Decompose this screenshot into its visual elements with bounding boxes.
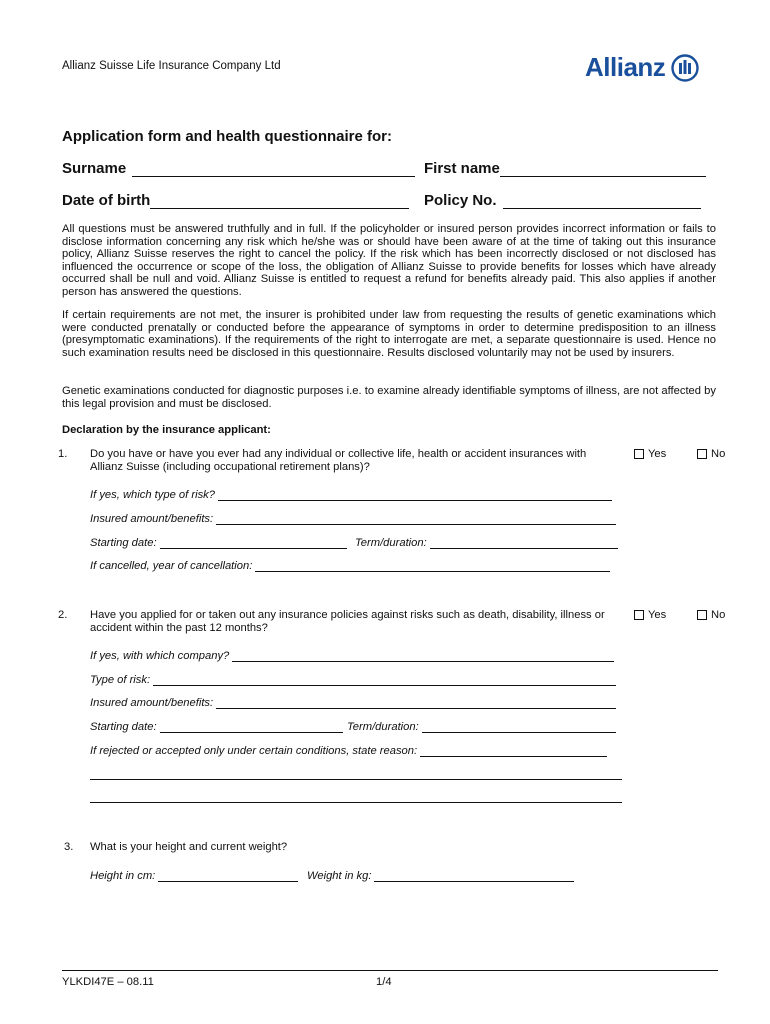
surname-field[interactable] xyxy=(62,160,415,177)
q3-weight-label: Weight in kg: xyxy=(307,870,372,882)
q1-term-label: Term/duration: xyxy=(355,537,427,549)
q2-number: 2. xyxy=(58,609,68,621)
q2-yes-checkbox[interactable] xyxy=(634,610,644,620)
q1-no-checkbox[interactable] xyxy=(697,449,707,459)
q2-text: Have you applied for or taken out any insurance policies against risks such as death, disability, illness or accident within the past 12 months? xyxy=(90,609,605,634)
first-name-field[interactable] xyxy=(424,160,706,177)
policy-line[interactable] xyxy=(503,194,701,209)
q2-starting-date-label: Starting date: xyxy=(90,721,157,733)
q2-no-option[interactable] xyxy=(697,609,725,621)
q2-risk-type-label: Type of risk: xyxy=(90,674,151,686)
q2-no-label: No xyxy=(711,609,726,621)
q1-yes-label: Yes xyxy=(648,448,667,460)
dob-field[interactable] xyxy=(62,192,409,209)
q1-no-option[interactable] xyxy=(697,448,725,460)
q2-rejected-field[interactable] xyxy=(90,745,607,757)
q2-term-field[interactable] xyxy=(347,721,616,733)
q3-height-label: Height in cm: xyxy=(90,870,156,882)
form-title: Application form and health questionnaire for: xyxy=(62,128,393,145)
q1-no-label: No xyxy=(711,448,726,460)
q1-risk-type-field[interactable] xyxy=(90,489,612,501)
intro-paragraph-1: All questions must be answered truthfully and in full. If the policyholder or insured person provides incorrect information or fails to disclose information concerning any risk which he/she was or should have been aware of at the time of taking out this insurance policy, Allianz Suisse reserves the right to cancel the policy. If the risk which has been incorrectly disclosed or not disclosed has influenced the occurrence or scope of the loss, the obligation of Allianz Suisse to provide benefits for losses which have already occurred shall be null and void. Allianz Suisse is entitled to request a refund for benefits already paid. This also applies if another person has answered the questions. xyxy=(62,223,716,298)
q3-height-line[interactable] xyxy=(158,870,298,882)
q1-term-field[interactable] xyxy=(355,537,618,549)
declaration-heading: Declaration by the insurance applicant: xyxy=(62,424,271,436)
page-number: 1/4 xyxy=(376,976,392,988)
company-name: Allianz Suisse Life Insurance Company Ltd xyxy=(62,60,281,72)
q3-height-field[interactable] xyxy=(90,870,298,882)
q2-company-line[interactable] xyxy=(232,650,614,662)
dob-line[interactable] xyxy=(150,194,409,209)
q2-no-checkbox[interactable] xyxy=(697,610,707,620)
q1-insured-amount-label: Insured amount/benefits: xyxy=(90,513,214,525)
q2-insured-amount-field[interactable] xyxy=(90,697,616,709)
q2-risk-type-line[interactable] xyxy=(153,674,616,686)
q3-weight-line[interactable] xyxy=(374,870,574,882)
intro-paragraph-2: If certain requirements are not met, the insurer is prohibited under law from requesting the results of genetic examinations which were conducted prenatally or conducted before the appearance of symptoms in order to determine predisposition to an illness (presymptomatic examinations). If the requirements of the right to interrogate are met, a separate questionnaire is used. Hence no such examination results need be disclosed in this questionnaire. Results disclosed voluntarily may not be used by insurers. xyxy=(62,309,716,359)
q1-insured-amount-field[interactable] xyxy=(90,513,616,525)
q1-insured-amount-line[interactable] xyxy=(216,513,616,525)
q1-cancelled-line[interactable] xyxy=(255,560,610,572)
q1-text: Do you have or have you ever had any individual or collective life, health or accident insurances with Allianz Suisse (including occupational retirement plans)? xyxy=(90,448,587,473)
logo-wordmark: Allianz xyxy=(585,52,666,82)
dob-label: Date of birth xyxy=(62,192,151,209)
policy-label: Policy No. xyxy=(424,192,497,209)
q3-number: 3. xyxy=(64,841,74,853)
q2-extra-line-1[interactable] xyxy=(90,779,622,780)
intro-paragraph-3: Genetic examinations conducted for diagnostic purposes i.e. to examine already identifiable symptoms of illness, are not affected by this legal provision and must be disclosed. xyxy=(62,385,716,410)
q1-yes-option[interactable] xyxy=(634,448,666,460)
q2-starting-date-line[interactable] xyxy=(160,721,343,733)
q3-weight-field[interactable] xyxy=(307,870,574,882)
q1-starting-date-label: Starting date: xyxy=(90,537,157,549)
surname-line[interactable] xyxy=(132,162,415,177)
q1-starting-date-field[interactable] xyxy=(90,537,347,549)
first-name-line[interactable] xyxy=(500,162,706,177)
q2-insured-amount-label: Insured amount/benefits: xyxy=(90,697,214,709)
q2-starting-date-field[interactable] xyxy=(90,721,343,733)
q2-risk-type-field[interactable] xyxy=(90,674,616,686)
first-name-label: First name xyxy=(424,160,500,177)
surname-label: Surname xyxy=(62,160,127,177)
footer-divider xyxy=(62,970,718,971)
q1-cancelled-field[interactable] xyxy=(90,560,610,572)
q2-yes-option[interactable] xyxy=(634,609,666,621)
q3-text: What is your height and current weight? xyxy=(90,841,288,853)
q1-risk-type-line[interactable] xyxy=(218,489,612,501)
q1-term-line[interactable] xyxy=(430,537,618,549)
allianz-logo xyxy=(585,52,699,83)
policy-field[interactable] xyxy=(424,192,701,209)
q1-yes-checkbox[interactable] xyxy=(634,449,644,459)
q2-term-label: Term/duration: xyxy=(347,721,419,733)
q2-insured-amount-line[interactable] xyxy=(216,697,616,709)
q2-company-field[interactable] xyxy=(90,650,614,662)
form-code: YLKDI47E – 08.11 xyxy=(62,976,154,988)
q1-starting-date-line[interactable] xyxy=(160,537,347,549)
q1-number: 1. xyxy=(58,448,68,460)
q1-risk-type-label: If yes, which type of risk? xyxy=(90,489,215,501)
q2-company-label: If yes, with which company? xyxy=(90,650,230,662)
allianz-eagle-icon xyxy=(671,54,699,82)
q2-term-line[interactable] xyxy=(422,721,616,733)
q2-extra-line-2[interactable] xyxy=(90,802,622,803)
q2-rejected-line[interactable] xyxy=(420,745,607,757)
q2-rejected-label: If rejected or accepted only under certain conditions, state reason: xyxy=(90,745,418,757)
q2-yes-label: Yes xyxy=(648,609,667,621)
q1-cancelled-label: If cancelled, year of cancellation: xyxy=(90,560,253,572)
